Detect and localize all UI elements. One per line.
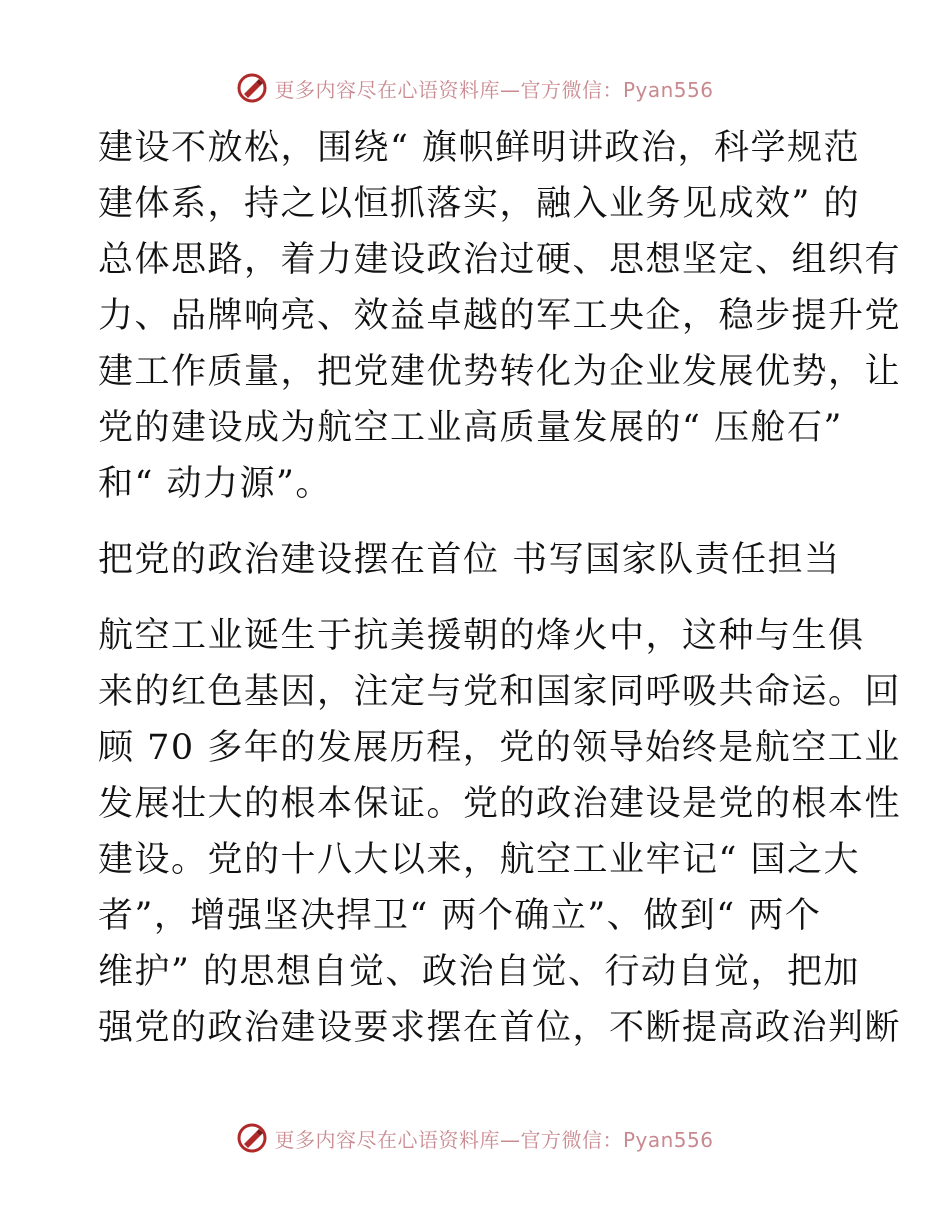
text-line: 维护” 的思想自觉、政治自觉、行动自觉，把加 xyxy=(98,952,861,992)
text-line: 发展壮大的根本保证。党的政治建设是党的根本性 xyxy=(98,784,902,824)
text-line: 航空工业诞生于抗美援朝的烽火中，这种与生俱 xyxy=(98,616,865,656)
header-watermark xyxy=(0,72,950,104)
text-line: 建体系，持之以恒抓落实，融入业务见成效” 的 xyxy=(98,184,861,224)
text-line: 建设。党的十八大以来，航空工业牢记“ 国之大 xyxy=(98,840,861,880)
text-line: 总体思路，着力建设政治过硬、思想坚定、组织有 xyxy=(98,240,902,280)
text-line: 者”，增强坚决捍卫“ 两个确立”、做到“ 两个 xyxy=(98,896,822,936)
watermark-text: 更多内容尽在心语资料库—官方微信：Pyan556 xyxy=(274,77,714,102)
document-body xyxy=(98,120,902,1056)
text-line: 力、品牌响亮、效益卓越的军工央企，稳步提升党 xyxy=(98,296,902,336)
pen-logo-icon xyxy=(236,72,268,104)
text-line: 顾 70 多年的发展历程，党的领导始终是航空工业 xyxy=(98,728,901,768)
text-line: 来的红色基因，注定与党和国家同呼吸共命运。回 xyxy=(98,672,902,712)
paragraph-1 xyxy=(98,120,902,512)
text-line: 党的建设成为航空工业高质量发展的“ 压舱石” xyxy=(98,408,843,448)
text-line: 强党的政治建设要求摆在首位，不断提高政治判断 xyxy=(98,1008,902,1048)
pen-logo-icon xyxy=(236,1122,268,1154)
heading-line: 把党的政治建设摆在首位 书写国家队责任担当 xyxy=(98,540,841,580)
paragraph-2 xyxy=(98,608,902,1056)
watermark-text: 更多内容尽在心语资料库—官方微信：Pyan556 xyxy=(274,1127,714,1152)
footer-watermark xyxy=(0,1122,950,1154)
text-line: 建设不放松，围绕“ 旗帜鲜明讲政治，科学规范 xyxy=(98,128,861,168)
text-line: 和“ 动力源”。 xyxy=(98,464,332,504)
text-line: 建工作质量，把党建优势转化为企业发展优势，让 xyxy=(98,352,902,392)
section-heading xyxy=(98,532,858,588)
